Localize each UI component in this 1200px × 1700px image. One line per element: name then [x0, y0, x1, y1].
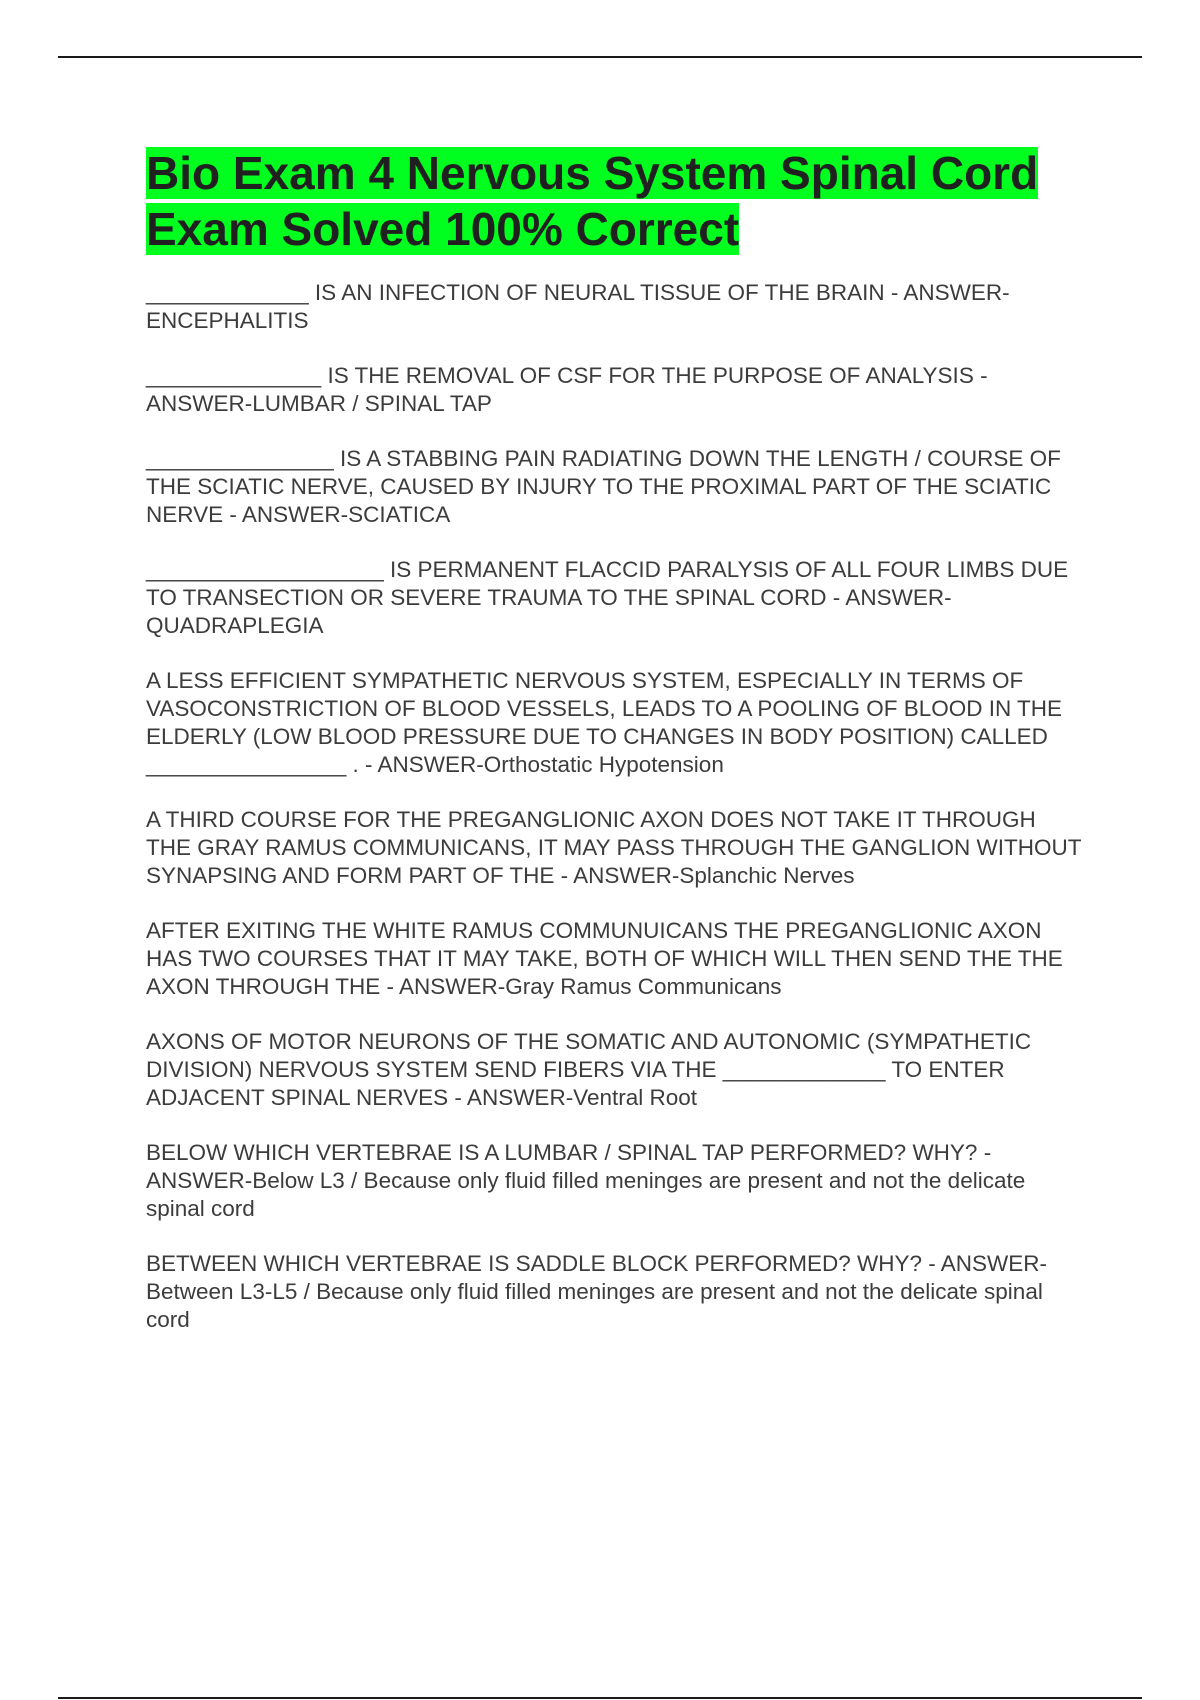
document-body	[146, 145, 1086, 1361]
qa-item: A LESS EFFICIENT SYMPATHETIC NERVOUS SYSTEM, ESPECIALLY IN TERMS OF VASOCONSTRICTION OF BLOOD VESSELS, LEADS TO A POOLING OF BLOOD IN THE ELDERLY (LOW BLOOD PRESSURE DUE TO CHANGES IN BODY POSITION) CALLED ________________ . - ANSWER-Orthostatic Hypotension	[146, 668, 1063, 777]
qa-item: AXONS OF MOTOR NEURONS OF THE SOMATIC AND AUTONOMIC (SYMPATHETIC DIVISION) NERVOUS SYSTEM SEND FIBERS VIA THE _____________ TO ENTER ADJACENT SPINAL NERVES - ANSWER-Ventral Root	[146, 1029, 1032, 1110]
title-highlight: Bio Exam 4 Nervous System Spinal Cord Exam Solved 100% Correct	[146, 147, 1039, 255]
qa-item: BELOW WHICH VERTEBRAE IS A LUMBAR / SPINAL TAP PERFORMED? WHY? - ANSWER-Below L3 / Because only fluid filled meninges are present and not the delicate spinal cord	[146, 1140, 1026, 1221]
header-rule	[58, 56, 1142, 58]
qa-item: ___________________ IS PERMANENT FLACCID PARALYSIS OF ALL FOUR LIMBS DUE TO TRANSECTION OR SEVERE TRAUMA TO THE SPINAL CORD - ANSWER-QUADRAPLEGIA	[146, 557, 1069, 638]
qa-item: ______________ IS THE REMOVAL OF CSF FOR THE PURPOSE OF ANALYSIS - ANSWER-LUMBAR / SPINAL TAP	[146, 363, 988, 416]
qa-item: AFTER EXITING THE WHITE RAMUS COMMUNUICANS THE PREGANGLIONIC AXON HAS TWO COURSES THAT IT MAY TAKE, BOTH OF WHICH WILL THEN SEND THE THE AXON THROUGH THE - ANSWER-Gray Ramus Communicans	[146, 918, 1063, 999]
qa-item: _____________ IS AN INFECTION OF NEURAL TISSUE OF THE BRAIN - ANSWER-ENCEPHALITIS	[146, 280, 1010, 333]
document-title	[146, 145, 1086, 257]
footer-rule	[58, 1697, 1142, 1699]
qa-item: BETWEEN WHICH VERTEBRAE IS SADDLE BLOCK PERFORMED? WHY? - ANSWER-Between L3-L5 / Because only fluid filled meninges are present and not the delicate spinal cord	[146, 1251, 1047, 1332]
qa-item: _______________ IS A STABBING PAIN RADIATING DOWN THE LENGTH / COURSE OF THE SCIATIC NERVE, CAUSED BY INJURY TO THE PROXIMAL PART OF THE SCIATIC NERVE - ANSWER-SCIATICA	[146, 446, 1061, 527]
qa-item: A THIRD COURSE FOR THE PREGANGLIONIC AXON DOES NOT TAKE IT THROUGH THE GRAY RAMUS COMMUNICANS, IT MAY PASS THROUGH THE GANGLION WITHOUT SYNAPSING AND FORM PART OF THE - ANSWER-Splanchic Nerves	[146, 807, 1082, 888]
